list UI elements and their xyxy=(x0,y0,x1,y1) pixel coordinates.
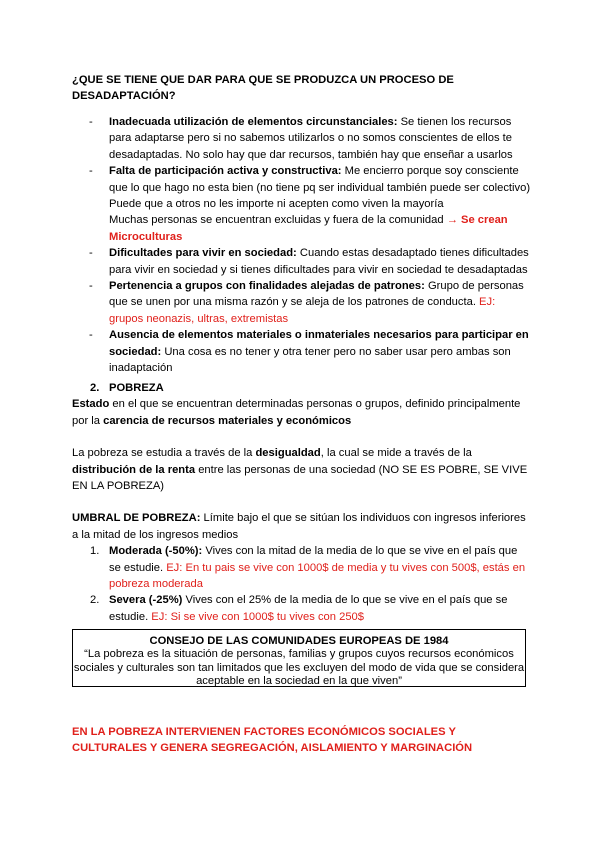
item-title: Dificultades para vivir en sociedad: xyxy=(109,247,297,260)
list-item xyxy=(72,114,532,163)
item-title: Moderada (-50%): xyxy=(109,545,203,558)
section-number: 2. xyxy=(90,382,100,394)
item-text: Vives con la mitad de la media de lo que se vive en el país que se estudie. xyxy=(109,545,518,574)
item-text: Vives con el 25% de la media de lo que se vive en el país que se estudie. xyxy=(109,594,508,623)
umbral-paragraph xyxy=(72,510,532,543)
paragraph-text: Límite bajo el que se sitúan los individuos con ingresos inferiores a la mitad de los ingresos medios xyxy=(72,512,526,541)
item-text: Una cosa es no tener y otra tener pero no saber usar pero ambas son inadaptación xyxy=(109,345,511,375)
item-number: 2. xyxy=(90,594,100,607)
item-red-note: EJ: grupos neonazis, ultras, extremistas xyxy=(109,296,496,325)
bold-term: distribución de la renta xyxy=(72,463,196,476)
paragraph-text: La pobreza se estudia a través de la xyxy=(72,447,256,460)
causes-list xyxy=(72,114,532,377)
closing-statement: EN LA POBREZA INTERVIENEN FACTORES ECONÓMICOS SOCIALES Y CULTURALES Y GENERA SEGREGACIÓN, AISLAMIENTO Y MARGINACIÓN xyxy=(72,726,473,755)
section-heading xyxy=(72,72,512,104)
section-title xyxy=(72,380,532,396)
paragraph-text: , la cual se mide a través de la xyxy=(320,447,472,460)
item-red-note: EJ: Si se vive con 1000$ tu vives con 250$ xyxy=(151,610,364,623)
item-text: Grupo de personas que se unen por una misma razón y se aleja de los patrones de conducta. xyxy=(109,280,524,309)
item-text-2: Muchas personas se encuentran excluidas y fuera de la comunidad xyxy=(109,214,447,227)
list-item xyxy=(72,245,532,278)
item-title: Severa (-25%) xyxy=(109,594,183,607)
list-item xyxy=(72,163,532,245)
item-text: Cuando estas desadaptado tienes dificultades para vivir en sociedad y si tienes dificultades para vivir en sociedad te desadaptadas xyxy=(109,247,529,276)
list-item xyxy=(72,327,532,376)
definition-paragraph xyxy=(72,396,532,429)
paragraph-text: en el que se encuentran determinadas personas o grupos, definido principalmente por la xyxy=(72,398,521,427)
list-item xyxy=(72,592,532,625)
item-title: Pertenencia a grupos con finalidades alejadas de patrones: xyxy=(109,280,425,293)
list-item xyxy=(72,278,532,327)
bold-term: desigualdad xyxy=(255,447,321,460)
bullet-dash: - xyxy=(89,247,93,260)
bold-term: carencia de recursos materiales y económicos xyxy=(103,414,352,427)
heading-line-2: DESADAPTACIÓN? xyxy=(72,90,176,102)
quote-text: “La pobreza es la situación de personas, familias y grupos cuyos recursos económicos sociales y culturales son tan limitados que les excluyen del modo de vida que se considera aceptable en la sociedad en la que viven” xyxy=(73,648,525,688)
item-number: 1. xyxy=(90,545,100,558)
heading-line-1: ¿QUE SE TIENE QUE DAR PARA QUE SE PRODUZCA UN PROCESO DE xyxy=(72,74,454,86)
item-title: Inadecuada utilización de elementos circunstanciales: xyxy=(109,116,398,128)
section-title-text: POBREZA xyxy=(109,382,164,394)
section-pobreza xyxy=(72,380,532,625)
bold-term: Estado xyxy=(72,398,110,411)
poverty-levels-list xyxy=(72,543,532,625)
quote-box xyxy=(72,629,526,687)
paragraph-text: entre las personas de una sociedad (NO SE ES POBRE, SE VIVE EN LA POBREZA) xyxy=(72,463,528,493)
bullet-dash: - xyxy=(89,116,93,128)
item-text: Me encierro porque soy consciente que lo que hago no esta bien (no tiene pq ser individual también puede ser colectivo) Puede que a otros no les importe ni acepten como viven la mayoría xyxy=(109,165,531,211)
bullet-dash: - xyxy=(89,280,93,293)
quote-box-title: CONSEJO DE LAS COMUNIDADES EUROPEAS DE 1984 xyxy=(149,635,449,647)
bullet-dash: - xyxy=(89,329,93,342)
item-red-note: → Se crean Microculturas xyxy=(109,214,508,243)
item-text: Se tienen los recursos para adaptarse pero si no sabemos utilizarlos o no somos conscientes de ellos te desadaptadas. No solo hay que dar recursos, también hay que enseñar a usarlos xyxy=(109,116,513,161)
bullet-dash: - xyxy=(89,165,93,178)
list-item xyxy=(72,543,532,592)
item-red-note: EJ: En tu pais se vive con 1000$ de media y tu vives con 500$, estás en pobreza moderada xyxy=(109,561,526,591)
inequality-paragraph xyxy=(72,445,532,494)
item-title: Ausencia de elementos materiales o inmateriales necesarios para participar en sociedad: xyxy=(109,329,529,358)
item-title: Falta de participación activa y constructiva: xyxy=(109,165,342,178)
bold-term: UMBRAL DE POBREZA: xyxy=(72,512,201,525)
